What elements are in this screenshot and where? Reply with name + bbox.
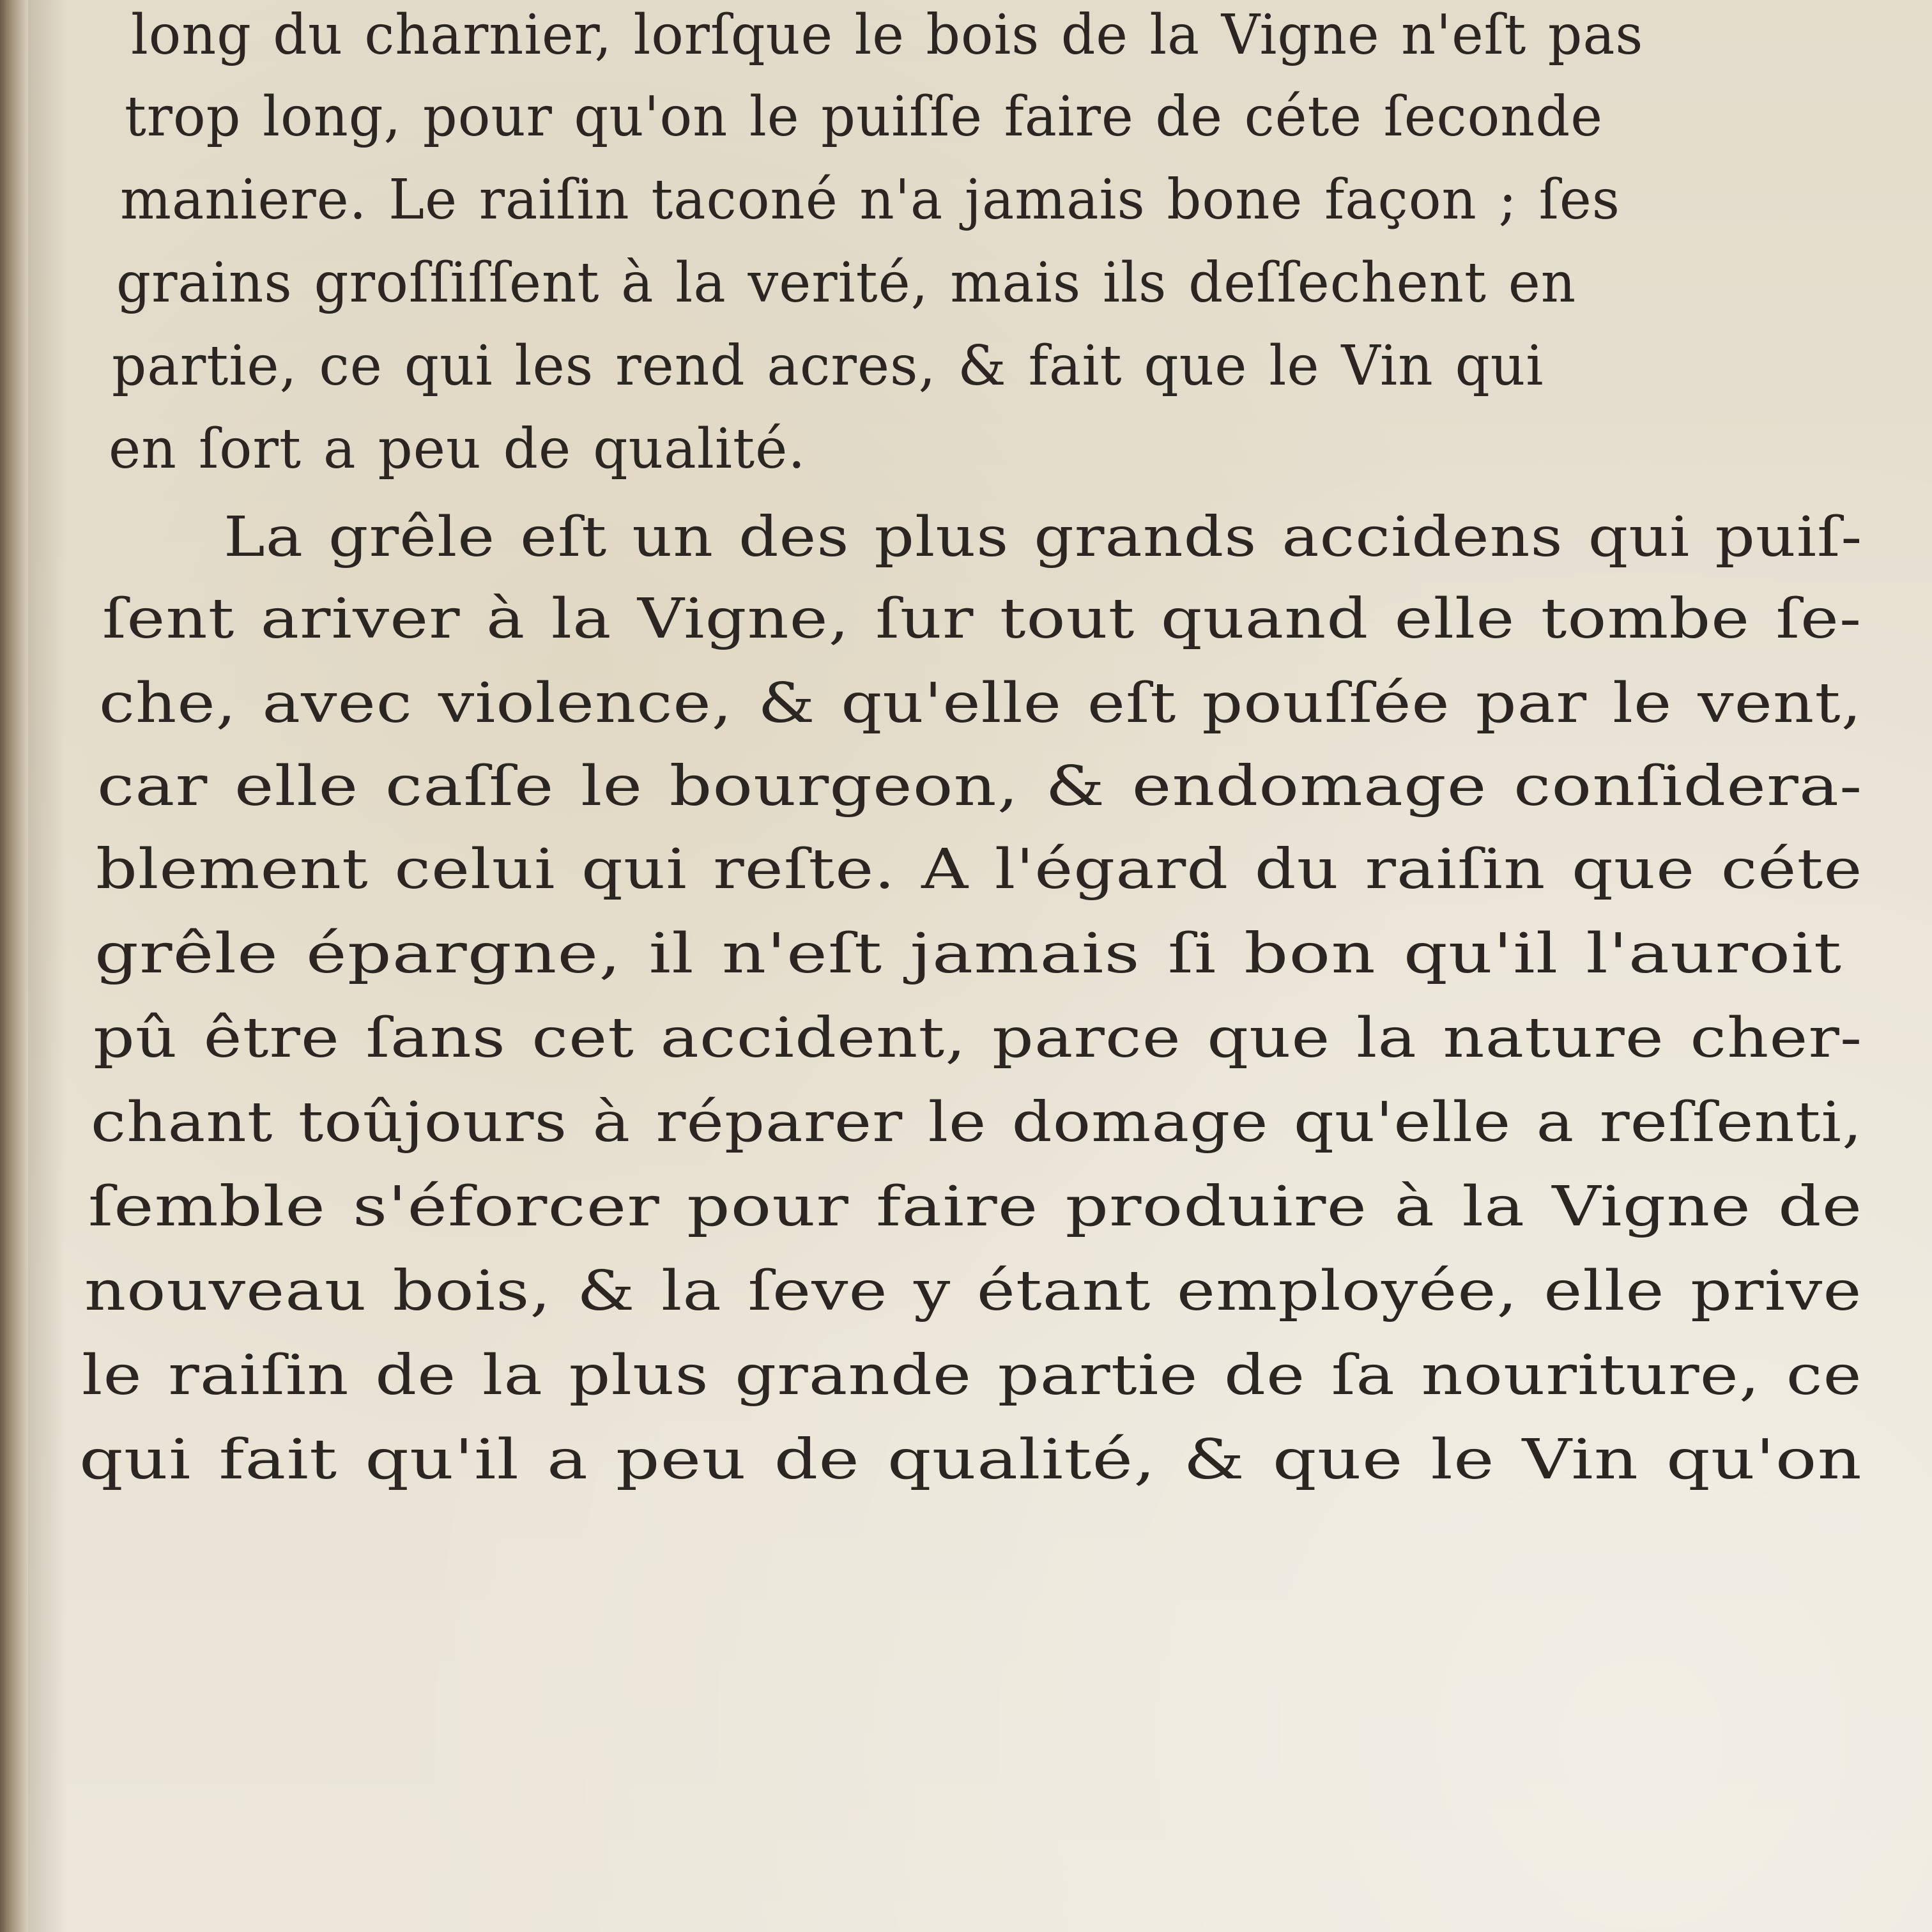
text-line-15: ſemble s'éforcer pour faire produire à la Vigne de bbox=[88, 1175, 1863, 1239]
text-line-9: che, avec violence, & qu'elle eſt pouſſée par le vent, bbox=[99, 671, 1862, 735]
text-line-8: ſent ariver à la Vigne, ſur tout quand elle tombe ſe- bbox=[102, 587, 1862, 651]
text-line-18: qui fait qu'il a peu de qualité, & que le Vin qu'on bbox=[79, 1428, 1862, 1492]
text-line-1: long du charnier, lorſque le bois de la Vigne n'eſt pas bbox=[131, 3, 1644, 67]
text-line-12: grêle épargne, il n'eſt jamais ſi bon qu'il l'auroit bbox=[95, 922, 1843, 986]
page-fold-shadow bbox=[28, 0, 66, 1932]
text-line-2: trop long, pour qu'on le puiſſe faire de céte ſeconde bbox=[125, 85, 1604, 149]
text-line-16: nouveau bois, & la ſeve y étant employée, elle prive bbox=[84, 1259, 1862, 1323]
text-line-13: pû être ſans cet accident, parce que la nature cher- bbox=[93, 1006, 1863, 1070]
text-line-3: maniere. Le raiſin taconé n'a jamais bone façon ; ſes bbox=[120, 168, 1621, 232]
text-line-4: grains groſſiſſent à la verité, mais ils deſſechent en bbox=[116, 251, 1577, 315]
paragraph-2-first-line: La grêle eſt un des plus grands accidens qui puiſ- bbox=[224, 505, 1863, 569]
text-line-14: chant toûjours à réparer le domage qu'elle a reſſenti, bbox=[91, 1091, 1863, 1154]
book-gutter bbox=[0, 0, 28, 1932]
text-line-11: blement celui qui reſte. A l'égard du raiſin que céte bbox=[96, 838, 1863, 901]
text-line-5: partie, ce qui les rend acres, & fait que le Vin qui bbox=[112, 334, 1544, 398]
text-line-10: car elle caſſe le bourgeon, & endomage conſidera- bbox=[97, 755, 1863, 818]
text-line-17: le raiſin de la plus grande partie de ſa nouriture, ce bbox=[82, 1344, 1862, 1407]
text-line-6: en ſort a peu de qualité. bbox=[109, 417, 806, 481]
